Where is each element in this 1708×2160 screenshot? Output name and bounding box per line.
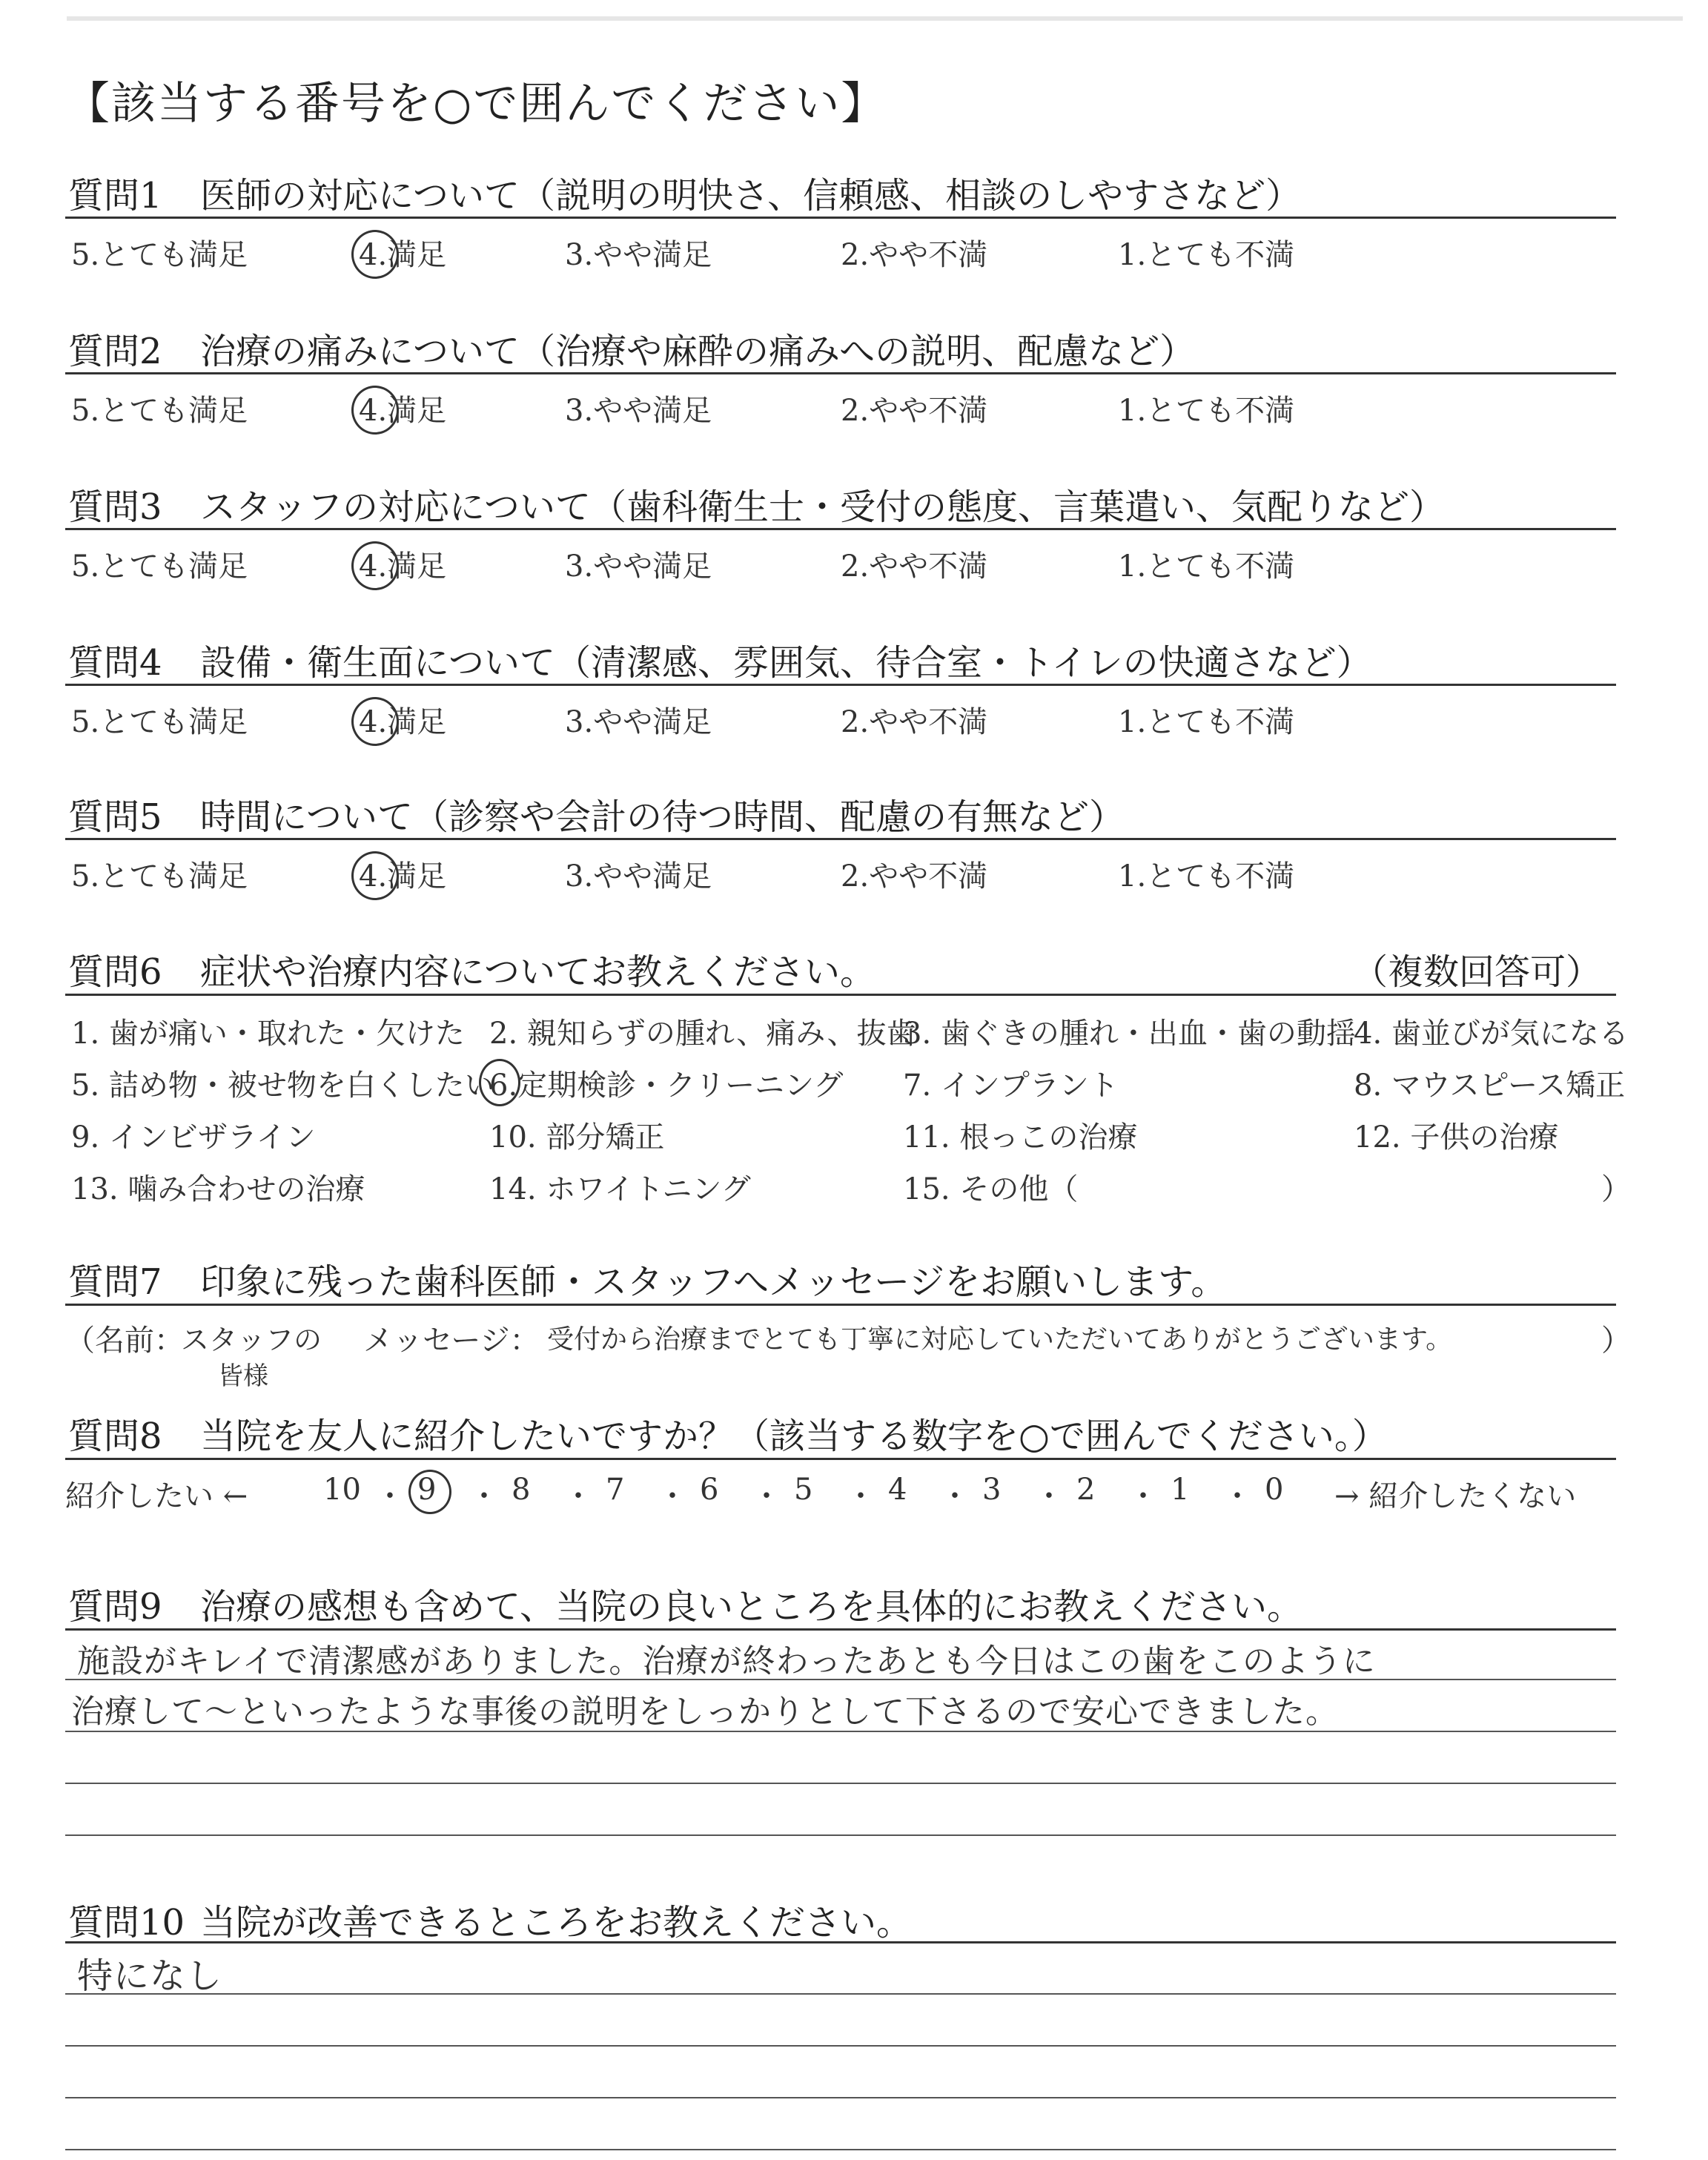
scan-edge bbox=[67, 16, 1683, 21]
q3-option-4[interactable]: 4.満足 bbox=[359, 549, 447, 584]
question-6-text: 症状や治療内容についてお教えください。 bbox=[200, 951, 876, 993]
q8-scale-dot: ・ bbox=[563, 1479, 593, 1513]
q4-option-2[interactable]: 2.やや不満 bbox=[841, 705, 988, 739]
answer-line bbox=[65, 1783, 1616, 1784]
q8-scale-dot: ・ bbox=[1222, 1479, 1252, 1513]
q8-right-label: → 紹介したくない bbox=[1334, 1479, 1577, 1513]
q8-scale-dot: ・ bbox=[846, 1479, 875, 1513]
q8-scale-dot: ・ bbox=[1128, 1479, 1158, 1513]
q8-scale-dot: ・ bbox=[752, 1479, 781, 1513]
q3-option-3[interactable]: 3.やや満足 bbox=[565, 549, 712, 584]
answer-line bbox=[65, 1679, 1616, 1680]
q6-item-2[interactable]: 2. 親知らずの腫れ、痛み、抜歯 bbox=[489, 1017, 916, 1051]
q6-item-3[interactable]: 3. 歯ぐきの腫れ・出血・歯の動揺 bbox=[903, 1017, 1356, 1051]
q7-close: ） bbox=[1601, 1324, 1631, 1358]
question-1-text: 医師の対応について（説明の明快さ、信頼感、相談のしやすさなど） bbox=[200, 175, 1302, 217]
q6-item-5[interactable]: 5. 詰め物・被せ物を白くしたい bbox=[71, 1069, 494, 1103]
q6-item-9[interactable]: 9. インビザライン bbox=[71, 1120, 316, 1155]
q8-scale-5[interactable]: 5 bbox=[794, 1473, 813, 1507]
q5-option-1[interactable]: 1.とても不満 bbox=[1118, 859, 1295, 894]
q7-message-value: 受付から治療までとても丁寧に対応していただいてありがとうございます。 bbox=[547, 1324, 1453, 1355]
question-8-text: 当院を友人に紹介したいですか？（該当する数字を○で囲んでください。） bbox=[200, 1416, 1388, 1457]
answer-line bbox=[65, 2149, 1616, 2150]
q8-scale-dot: ・ bbox=[940, 1479, 970, 1513]
q8-scale-3[interactable]: 3 bbox=[982, 1473, 1002, 1507]
q8-selected-circle bbox=[408, 1470, 451, 1514]
question-5-text: 時間について（診察や会計の待つ時間、配慮の有無など） bbox=[200, 796, 1125, 838]
q3-option-5[interactable]: 5.とても満足 bbox=[71, 549, 248, 584]
q2-option-5[interactable]: 5.とても満足 bbox=[71, 394, 248, 428]
question-6-note: （複数回答可） bbox=[1352, 951, 1602, 993]
divider bbox=[65, 217, 1616, 219]
q7-name-value-line2: 皆様 bbox=[218, 1361, 268, 1391]
q8-scale-0[interactable]: 0 bbox=[1265, 1473, 1284, 1507]
q4-option-3[interactable]: 3.やや満足 bbox=[565, 705, 712, 739]
q6-item-13[interactable]: 13. 噛み合わせの治療 bbox=[71, 1172, 365, 1206]
answer-line bbox=[65, 2045, 1616, 2047]
divider bbox=[65, 372, 1616, 374]
q10-answer: 特になし bbox=[77, 1955, 223, 1997]
q2-option-4[interactable]: 4.満足 bbox=[359, 394, 447, 428]
question-1-label: 質問1 bbox=[68, 175, 162, 217]
q6-item-11[interactable]: 11. 根っこの治療 bbox=[903, 1120, 1138, 1155]
q5-option-3[interactable]: 3.やや満足 bbox=[565, 859, 712, 894]
q8-left-label: 紹介したい ← bbox=[65, 1479, 248, 1513]
q1-selected-circle bbox=[351, 230, 399, 279]
q8-scale-7[interactable]: 7 bbox=[606, 1473, 625, 1507]
question-7-text: 印象に残った歯科医師・スタッフへメッセージをお願いします。 bbox=[200, 1261, 1227, 1303]
q6-item-10[interactable]: 10. 部分矯正 bbox=[489, 1120, 665, 1155]
q6-item-15-close: ） bbox=[1601, 1172, 1631, 1206]
divider bbox=[65, 684, 1616, 686]
q4-option-1[interactable]: 1.とても不満 bbox=[1118, 705, 1295, 739]
question-5-label: 質問5 bbox=[68, 796, 162, 838]
q7-message-label: メッセージ： bbox=[363, 1324, 540, 1358]
q6-item-8[interactable]: 8. マウスピース矯正 bbox=[1354, 1069, 1626, 1103]
divider bbox=[65, 1941, 1616, 1943]
divider bbox=[65, 1458, 1616, 1460]
q5-option-5[interactable]: 5.とても満足 bbox=[71, 859, 248, 894]
divider bbox=[65, 1304, 1616, 1306]
answer-line bbox=[65, 1834, 1616, 1836]
q3-selected-circle bbox=[351, 541, 399, 590]
question-6-label: 質問6 bbox=[68, 951, 162, 993]
q1-option-4[interactable]: 4.満足 bbox=[359, 238, 447, 272]
q8-scale-dot: ・ bbox=[658, 1479, 687, 1513]
question-3-text: スタッフの対応について（歯科衛生士・受付の態度、言葉遣い、気配りなど） bbox=[200, 486, 1446, 528]
q9-answer-line2: 治療して〜といったような事後の説明をしっかりとして下さるので安心できました。 bbox=[71, 1693, 1339, 1731]
question-4-text: 設備・衛生面について（清潔感、雰囲気、待合室・トイレの快適さなど） bbox=[200, 642, 1372, 684]
divider bbox=[65, 838, 1616, 840]
q3-option-1[interactable]: 1.とても不満 bbox=[1118, 549, 1295, 584]
q8-scale-dot: ・ bbox=[1034, 1479, 1064, 1513]
q8-scale-1[interactable]: 1 bbox=[1171, 1473, 1190, 1507]
question-3-label: 質問3 bbox=[68, 486, 162, 528]
question-8-label: 質問8 bbox=[68, 1416, 162, 1457]
q6-item-12[interactable]: 12. 子供の治療 bbox=[1354, 1120, 1559, 1155]
q8-scale-4[interactable]: 4 bbox=[888, 1473, 907, 1507]
q3-option-2[interactable]: 2.やや不満 bbox=[841, 549, 988, 584]
q6-item-7[interactable]: 7. インプラント bbox=[903, 1069, 1119, 1103]
q2-selected-circle bbox=[351, 386, 399, 435]
q6-item-14[interactable]: 14. ホワイトニング bbox=[489, 1172, 751, 1206]
q7-name-value-line1: スタッフの bbox=[181, 1324, 322, 1356]
q1-option-2[interactable]: 2.やや不満 bbox=[841, 238, 988, 272]
q1-option-3[interactable]: 3.やや満足 bbox=[565, 238, 712, 272]
answer-line bbox=[65, 1993, 1616, 1995]
q6-item-6[interactable]: 6.定期検診・クリーニング bbox=[489, 1069, 844, 1103]
q7-name-label: （名前： bbox=[65, 1324, 184, 1358]
q5-selected-circle bbox=[351, 851, 399, 900]
q1-option-1[interactable]: 1.とても不満 bbox=[1118, 238, 1295, 272]
q6-selected-circle bbox=[479, 1059, 520, 1106]
q8-scale-dot: ・ bbox=[375, 1479, 405, 1513]
question-7-label: 質問7 bbox=[68, 1261, 162, 1303]
question-10-text: 当院が改善できるところをお教えください。 bbox=[200, 1902, 913, 1943]
q6-item-15[interactable]: 15. その他（ bbox=[903, 1172, 1079, 1206]
answer-line bbox=[65, 1731, 1616, 1732]
q8-scale-9[interactable]: 9 bbox=[417, 1473, 437, 1507]
question-2-text: 治療の痛みについて（治療や麻酔の痛みへの説明、配慮など） bbox=[200, 331, 1196, 372]
divider bbox=[65, 528, 1616, 530]
question-9-text: 治療の感想も含めて、当院の良いところを具体的にお教えください。 bbox=[200, 1586, 1303, 1628]
answer-line bbox=[65, 2097, 1616, 2098]
q4-selected-circle bbox=[351, 697, 399, 746]
q4-option-5[interactable]: 5.とても満足 bbox=[71, 705, 248, 739]
question-2-label: 質問2 bbox=[68, 331, 162, 372]
q5-option-4[interactable]: 4.満足 bbox=[359, 859, 447, 894]
q2-option-1[interactable]: 1.とても不満 bbox=[1118, 394, 1295, 428]
q8-scale-2[interactable]: 2 bbox=[1076, 1473, 1096, 1507]
q2-option-2[interactable]: 2.やや不満 bbox=[841, 394, 988, 428]
q1-option-5[interactable]: 5.とても満足 bbox=[71, 238, 248, 272]
q9-answer-line1: 施設がキレイで清潔感がありました。治療が終わったあとも今日はこの歯をこのように bbox=[77, 1642, 1376, 1680]
question-10-label: 質問10 bbox=[68, 1902, 185, 1943]
question-4-label: 質問4 bbox=[68, 642, 162, 684]
question-9-label: 質問9 bbox=[68, 1586, 162, 1628]
q5-option-2[interactable]: 2.やや不満 bbox=[841, 859, 988, 894]
q8-scale-dot: ・ bbox=[469, 1479, 499, 1513]
q8-scale-8[interactable]: 8 bbox=[512, 1473, 531, 1507]
q6-item-1[interactable]: 1. 歯が痛い・取れた・欠けた bbox=[71, 1017, 465, 1051]
divider bbox=[65, 994, 1616, 996]
q8-scale-10[interactable]: 10 bbox=[323, 1473, 361, 1507]
q6-item-4[interactable]: 4. 歯並びが気になる bbox=[1354, 1017, 1629, 1051]
divider bbox=[65, 1628, 1616, 1631]
page-title: 【該当する番号を○で囲んでください】 bbox=[65, 78, 887, 130]
q4-option-4[interactable]: 4.満足 bbox=[359, 705, 447, 739]
q2-option-3[interactable]: 3.やや満足 bbox=[565, 394, 712, 428]
q8-scale-6[interactable]: 6 bbox=[700, 1473, 719, 1507]
